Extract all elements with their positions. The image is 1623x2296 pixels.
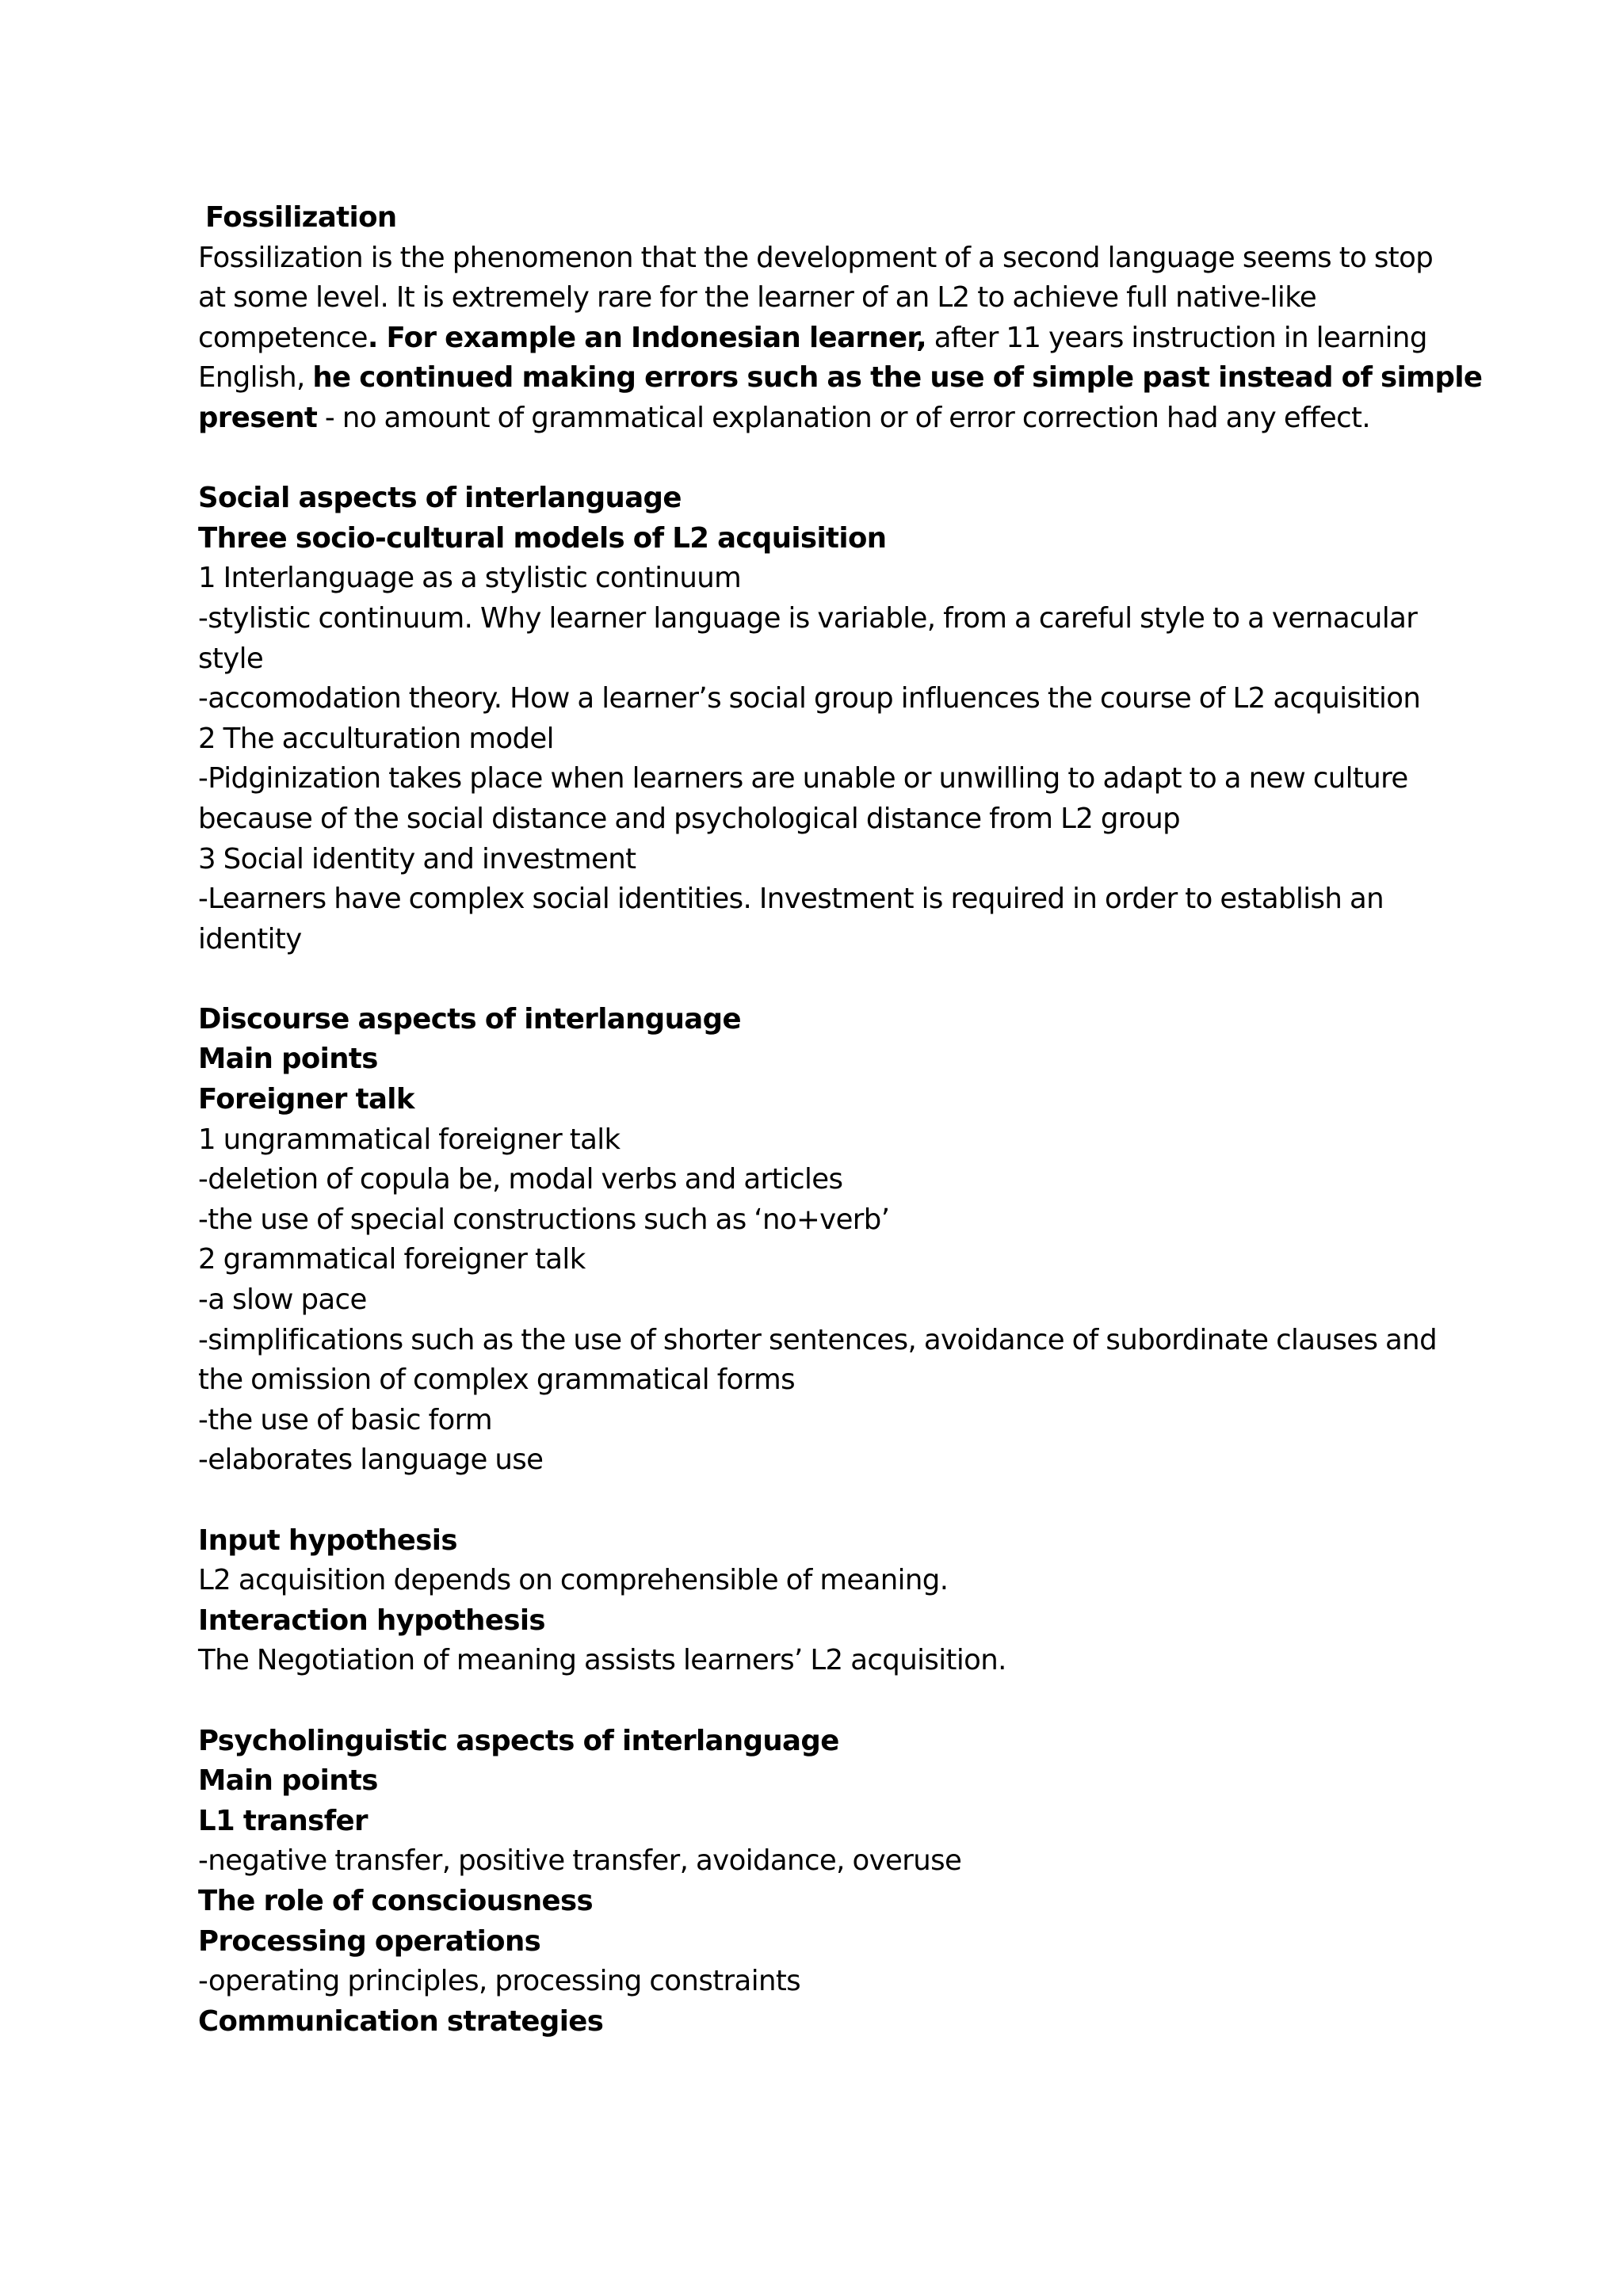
discourse-line: -the use of special constructions such as ‘no+verb’ [198,1203,890,1236]
processing-heading: Processing operations [198,1924,541,1958]
discourse-line: 2 grammatical foreigner talk [198,1243,586,1276]
psycho-main-points: Main points [198,1764,378,1798]
social-line: -Pidginization takes place when learners are unable or unwilling to adapt to a new culture [198,762,1408,795]
social-line: -accomodation theory. How a learner’s social group influences the course of L2 acquisition [198,682,1421,715]
social-line: -Learners have complex social identities. Investment is required in order to establish an [198,883,1384,916]
paragraph-gap [198,1481,1434,1521]
text-run-bold: he continued making errors such as the use of simple past instead of simple [312,361,1483,395]
social-line: 3 Social identity and investment [198,842,636,875]
discourse-line: -a slow pace [198,1283,367,1317]
interaction-hypothesis-text: The Negotiation of meaning assists learners’ L2 acquisition. [198,1644,1006,1677]
text-run-bold: present [198,401,318,434]
fossilization-line-3 [198,318,1434,359]
social-line: -stylistic continuum. Why learner language is variable, from a careful style to a vernacular [198,601,1418,635]
fossilization-line-4 [198,358,1483,399]
consciousness-heading: The role of consciousness [198,1884,594,1917]
psycho-heading: Psycholinguistic aspects of interlanguage [198,1724,839,1757]
discourse-line: 1 ungrammatical foreigner talk [198,1123,621,1156]
fossilization-line-5 [198,399,1434,439]
social-line: style [198,642,264,675]
transfer-text: -negative transfer, positive transfer, avoidance, overuse [198,1844,962,1878]
text-run: after 11 years instruction in learning [926,321,1427,354]
social-line: because of the social distance and psychological distance from L2 group [198,802,1181,835]
document-page [198,198,1483,2042]
fossilization-heading: Fossilization [205,201,397,234]
input-hypothesis-heading: Input hypothesis [198,1524,457,1557]
l1-transfer-heading: L1 transfer [198,1804,368,1837]
paragraph-gap [198,1681,1434,1722]
interaction-hypothesis-heading: Interaction hypothesis [198,1604,545,1637]
fossilization-line-2: at some level. It is extremely rare for the learner of an L2 to achieve full native-like [198,281,1317,315]
discourse-line: -simplifications such as the use of shorter sentences, avoidance of subordinate clauses and [198,1323,1438,1356]
social-heading: Social aspects of interlanguage [198,482,682,515]
foreigner-talk-heading: Foreigner talk [198,1083,414,1116]
discourse-line: -deletion of copula be, modal verbs and articles [198,1163,843,1196]
discourse-line: -the use of basic form [198,1403,492,1436]
social-line: 1 Interlanguage as a stylistic continuum [198,562,742,595]
communication-heading: Communication strategies [198,2004,604,2038]
processing-text: -operating principles, processing constraints [198,1965,801,1998]
paragraph-gap [198,439,1434,479]
text-run: - no amount of grammatical explanation or of error correction had any effect. [317,401,1371,434]
discourse-line: the omission of complex grammatical forms [198,1363,795,1397]
social-subheading: Three socio-cultural models of L2 acquisition [198,521,887,555]
text-run-bold: . For example an Indonesian learner, [367,321,927,354]
input-hypothesis-text: L2 acquisition depends on comprehensible of meaning. [198,1564,949,1597]
discourse-main-points: Main points [198,1043,378,1076]
social-line: 2 The acculturation model [198,722,554,755]
social-line: identity [198,922,302,955]
text-run: competence [198,321,368,354]
paragraph-gap [198,959,1434,1000]
fossilization-line-1: Fossilization is the phenomenon that the development of a second language seems to stop [198,241,1434,274]
discourse-line: -elaborates language use [198,1444,544,1477]
text-run: English, [198,361,313,395]
discourse-heading: Discourse aspects of interlanguage [198,1002,741,1035]
